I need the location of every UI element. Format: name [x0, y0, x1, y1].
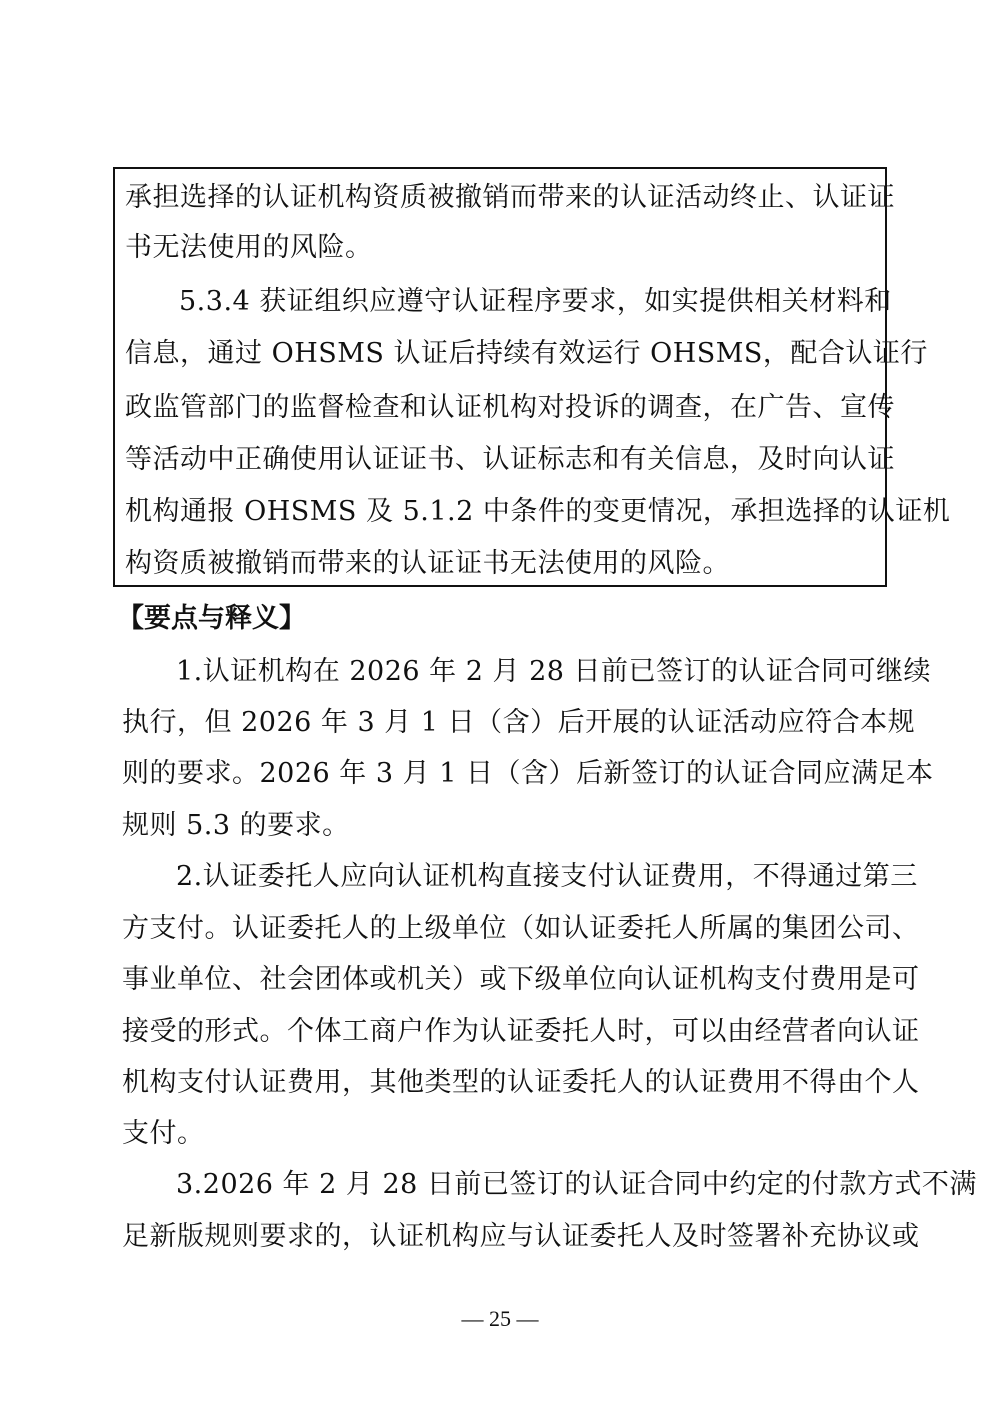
point-2-line: 2.认证委托人应向认证机构直接支付认证费用，不得通过第三: [176, 861, 918, 892]
clause-line: 构资质被撤销而带来的认证证书无法使用的风险。: [125, 548, 730, 579]
point-1-line: 则的要求。2026 年 3 月 1 日（含）后新签订的认证合同应满足本: [122, 758, 934, 789]
boxed-clause: [113, 167, 951, 587]
point-2-line: 事业单位、社会团体或机关）或下级单位向认证机构支付费用是可: [122, 964, 920, 995]
point-1-line: 1.认证机构在 2026 年 2 月 28 日前已签订的认证合同可继续: [176, 656, 932, 687]
clause-line: 机构通报 OHSMS 及 5.1.2 中条件的变更情况，承担选择的认证机: [125, 496, 951, 527]
point-3-line: 足新版规则要求的，认证机构应与认证委托人及时签署补充协议或: [122, 1221, 920, 1252]
clause-line: 等活动中正确使用认证证书、认证标志和有关信息，及时向认证: [125, 444, 895, 475]
clause-line: 书无法使用的风险。: [125, 232, 373, 263]
clause-line: 政监管部门的监督检查和认证机构对投诉的调查，在广告、宣传: [125, 392, 895, 423]
clause-line: 5.3.4 获证组织应遵守认证程序要求，如实提供相关材料和: [179, 286, 892, 317]
clause-line: 承担选择的认证机构资质被撤销而带来的认证活动终止、认证证: [125, 182, 895, 213]
section-heading: 【要点与释义】: [117, 603, 306, 634]
page-number: — 25 —: [461, 1306, 539, 1331]
point-2-line: 接受的形式。个体工商户作为认证委托人时，可以由经营者向认证: [122, 1016, 920, 1047]
point-3-line: 3.2026 年 2 月 28 日前已签订的认证合同中约定的付款方式不满: [176, 1169, 977, 1200]
clause-line: 信息，通过 OHSMS 认证后持续有效运行 OHSMS，配合认证行: [125, 338, 928, 369]
point-2-line: 机构支付认证费用，其他类型的认证委托人的认证费用不得由个人: [122, 1067, 920, 1098]
point-1-line: 执行，但 2026 年 3 月 1 日（含）后开展的认证活动应符合本规: [122, 707, 916, 738]
point-2-line: 方支付。认证委托人的上级单位（如认证委托人所属的集团公司、: [122, 913, 920, 944]
point-2-line: 支付。: [122, 1118, 205, 1149]
point-1-line: 规则 5.3 的要求。: [122, 810, 350, 841]
